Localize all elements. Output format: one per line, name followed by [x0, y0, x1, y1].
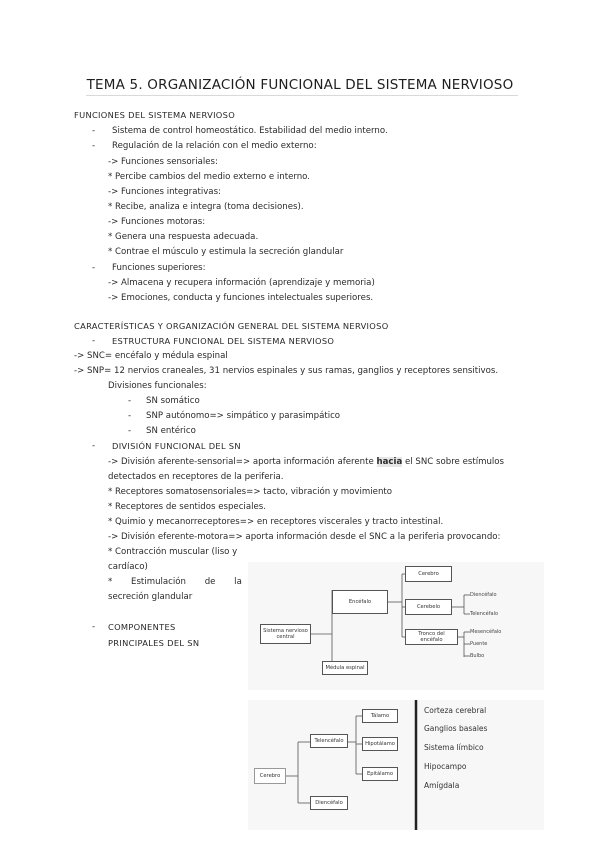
list-item: SN somático	[146, 396, 200, 406]
list-item: -> Emociones, conducta y funciones intelectuales superiores.	[108, 293, 374, 303]
leaf-amigdala: Amígdala	[424, 781, 460, 790]
node-medula: Médula espinal	[322, 661, 368, 675]
node-tronco: Tronco del encéfalo	[405, 629, 458, 645]
list-item: -> División eferente-motora=> aporta información desde el SNC a la periferia provocando:	[108, 532, 501, 542]
paragraph-line	[108, 457, 504, 468]
bullet-dash: -	[128, 396, 132, 406]
list-item: Funciones superiores:	[112, 263, 206, 273]
list-item: -> SNP= 12 nervios craneales, 31 nervios espinales y sus ramas, ganglios y receptores sensitivos.	[74, 366, 499, 376]
page-title: TEMA 5. ORGANIZACIÓN FUNCIONAL DEL SISTEMA NERVIOSO	[86, 77, 514, 93]
section2-heading: CARACTERÍSTICAS Y ORGANIZACIÓN GENERAL DEL SISTEMA NERVIOSO	[74, 321, 389, 331]
node-hipotalamo: Hipotálamo	[362, 737, 398, 751]
subsection-heading: COMPONENTES	[108, 622, 176, 632]
list-item: * Quimio y mecanorreceptores=> en receptores viscerales y tracto intestinal.	[108, 517, 444, 527]
list-item: * Percibe cambios del medio externo e interno.	[108, 172, 311, 182]
leaf-telencefalo: Telencéfalo	[470, 611, 499, 617]
node-diencefalo: Diencéfalo	[310, 796, 348, 810]
leaf-puente: Puente	[470, 641, 488, 647]
leaf-diencefalo: Diencéfalo	[470, 592, 497, 598]
bullet-dash: -	[92, 441, 96, 451]
aferente-text: el SNC sobre estímulos	[405, 457, 505, 467]
secrecion-text: * Estimulación de la	[108, 577, 242, 587]
leaf-hipocampo: Hipocampo	[424, 762, 467, 771]
bullet-dash: -	[92, 126, 96, 136]
list-item: * Contracción muscular (liso y	[108, 547, 238, 557]
subsection-heading: DIVISIÓN FUNCIONAL DEL SN	[112, 441, 241, 451]
aferente-text: -> División aferente-sensorial=> aporta información aferente	[108, 457, 374, 467]
list-item: Sistema de control homeostático. Estabilidad del medio interno.	[112, 126, 388, 136]
leaf-limbico: Sistema límbico	[424, 743, 484, 752]
list-item: Regulación de la relación con el medio externo:	[112, 141, 317, 151]
list-item: * Contrae el músculo y estimula la secreción glandular	[108, 247, 344, 257]
list-item: -> Funciones integrativas:	[108, 187, 221, 197]
list-item: * Receptores somatosensoriales=> tacto, vibración y movimiento	[108, 487, 393, 497]
leaf-corteza: Corteza cerebral	[424, 706, 487, 715]
bullet-dash: -	[92, 263, 96, 273]
node-snc: Sistema nervioso central	[260, 624, 311, 644]
list-item: cardíaco)	[108, 562, 148, 572]
list-item: SN entérico	[146, 426, 196, 436]
list-item: -> Funciones sensoriales:	[108, 157, 218, 167]
node-talamo: Tálamo	[362, 709, 398, 723]
section1-heading: FUNCIONES DEL SISTEMA NERVIOSO	[74, 110, 236, 120]
list-item: * Recibe, analiza e integra (toma decisiones).	[108, 202, 304, 212]
list-item: secreción glandular	[108, 592, 193, 602]
paragraph-line: detectados en receptores de la periferia.	[108, 472, 284, 482]
node-epitalamo: Epitálamo	[362, 767, 398, 781]
diagram-snc	[248, 562, 544, 690]
list-item: -> Almacena y recupera información (aprendizaje y memoria)	[108, 278, 375, 288]
subsection-heading: PRINCIPALES DEL SN	[108, 638, 200, 648]
list-item: -> SNC= encéfalo y médula espinal	[74, 351, 228, 361]
list-item	[108, 577, 242, 588]
leaf-mesencefalo: Mesencéfalo	[470, 629, 502, 635]
diagram-cerebro	[248, 700, 544, 830]
node-cerebro-root: Cerebro	[254, 768, 286, 784]
bullet-dash: -	[128, 411, 132, 421]
list-item: Divisiones funcionales:	[108, 381, 207, 391]
subsection-heading: ESTRUCTURA FUNCIONAL DEL SISTEMA NERVIOSO	[112, 336, 335, 346]
list-item: * Genera una respuesta adecuada.	[108, 232, 259, 242]
bullet-dash: -	[128, 426, 132, 436]
node-cerebelo: Cerebelo	[405, 599, 452, 615]
leaf-ganglios: Ganglios basales	[424, 724, 488, 733]
bullet-dash: -	[92, 141, 96, 151]
highlighted-word: hacia	[376, 457, 403, 467]
leaf-bulbo: Bulbo	[470, 653, 485, 659]
bullet-dash: -	[92, 622, 96, 632]
bullet-dash: -	[92, 336, 96, 346]
node-telencefalo: Telencéfalo	[310, 734, 348, 748]
list-item: SNP autónomo=> simpático y parasimpático	[146, 411, 341, 421]
node-cerebro: Cerebro	[405, 566, 452, 582]
list-item: -> Funciones motoras:	[108, 217, 206, 227]
list-item: * Receptores de sentidos especiales.	[108, 502, 266, 512]
title-divider	[86, 95, 518, 96]
node-encefalo: Encéfalo	[332, 590, 388, 614]
